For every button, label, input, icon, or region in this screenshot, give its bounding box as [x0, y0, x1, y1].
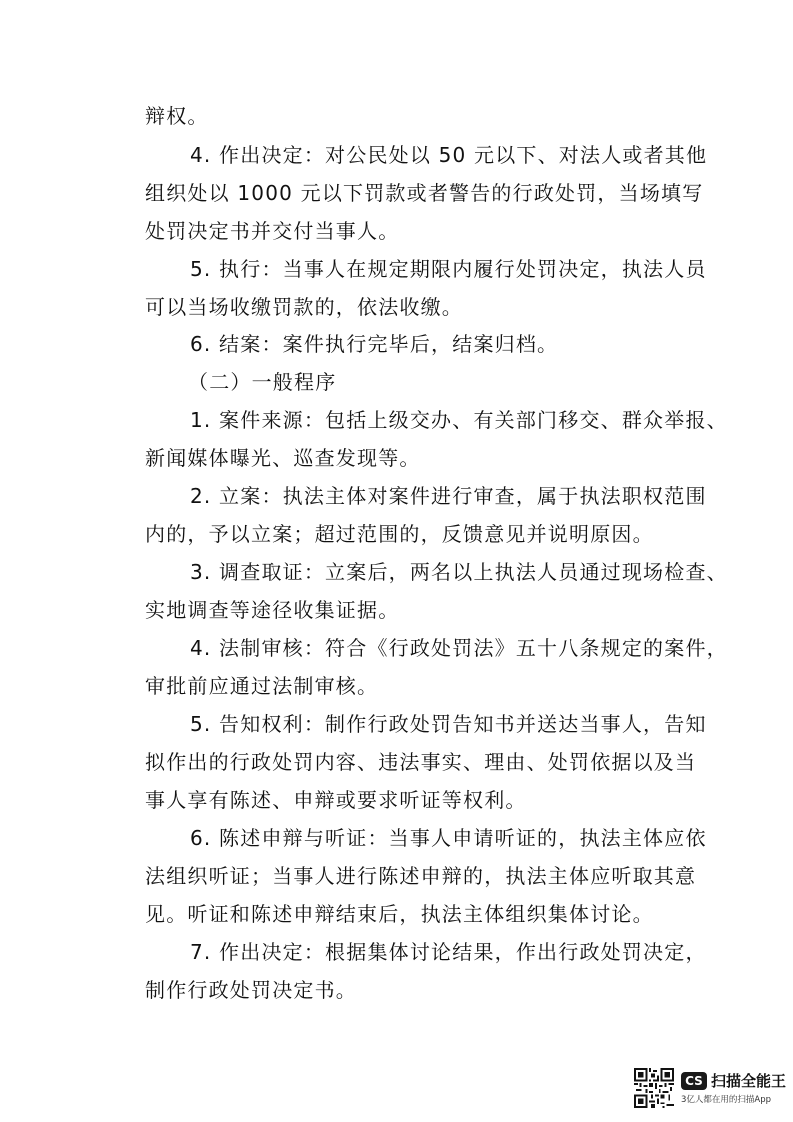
text-line: 见。听证和陈述申辩结束后，执法主体组织集体讨论。: [145, 902, 654, 926]
brand-tagline: 3亿人都在用的扫描App: [681, 1095, 772, 1105]
text-line: 组织处以 1000 元以下罚款或者警告的行政处罚，当场填写: [145, 181, 704, 205]
text-line: 4. 作出决定：对公民处以 50 元以下、对法人或者其他: [190, 143, 708, 167]
text-line: 1. 案件来源：包括上级交办、有关部门移交、群众举报、: [190, 408, 728, 432]
text-line: 4. 法制审核：符合《行政处罚法》五十八条规定的案件，: [190, 636, 728, 660]
section-heading: （二）一般程序: [188, 370, 337, 394]
text-line: 处罚决定书并交付当事人。: [145, 219, 400, 243]
text-line: 拟作出的行政处罚内容、违法事实、理由、处罚依据以及当: [145, 750, 697, 774]
text-line: 制作行政处罚决定书。: [145, 978, 357, 1002]
camscanner-logo: CS: [681, 1072, 707, 1090]
text-line: 7. 作出决定：根据集体讨论结果，作出行政处罚决定，: [190, 940, 707, 964]
text-line: 新闻媒体曝光、巡查发现等。: [145, 446, 421, 470]
text-line: 2. 立案：执法主体对案件进行审查，属于执法职权范围: [190, 484, 707, 508]
text-line: 事人享有陈述、申辩或要求听证等权利。: [145, 788, 527, 812]
text-line: 3. 调查取证：立案后，两名以上执法人员通过现场检查、: [190, 560, 728, 584]
text-line: 5. 告知权利：制作行政处罚告知书并送达当事人，告知: [190, 712, 707, 736]
text-line: 可以当场收缴罚款的，依法收缴。: [145, 295, 463, 319]
text-line: 审批前应通过法制审核。: [145, 674, 379, 698]
qr-code-icon: [634, 1068, 674, 1108]
brand-name: 扫描全能王: [711, 1072, 787, 1090]
text-line: 内的，予以立案；超过范围的，反馈意见并说明原因。: [145, 522, 654, 546]
text-line: 5. 执行：当事人在规定期限内履行处罚决定，执法人员: [190, 257, 707, 281]
text-line: 6. 陈述申辩与听证：当事人申请听证的，执法主体应依: [190, 826, 707, 850]
scanner-watermark: [634, 1068, 787, 1110]
text-line: 辩权。: [145, 104, 209, 128]
text-line: 6. 结案：案件执行完毕后，结案归档。: [190, 332, 559, 356]
text-line: 实地调查等途径收集证据。: [145, 598, 400, 622]
text-line: 法组织听证；当事人进行陈述申辩的，执法主体应听取其意: [145, 864, 697, 888]
